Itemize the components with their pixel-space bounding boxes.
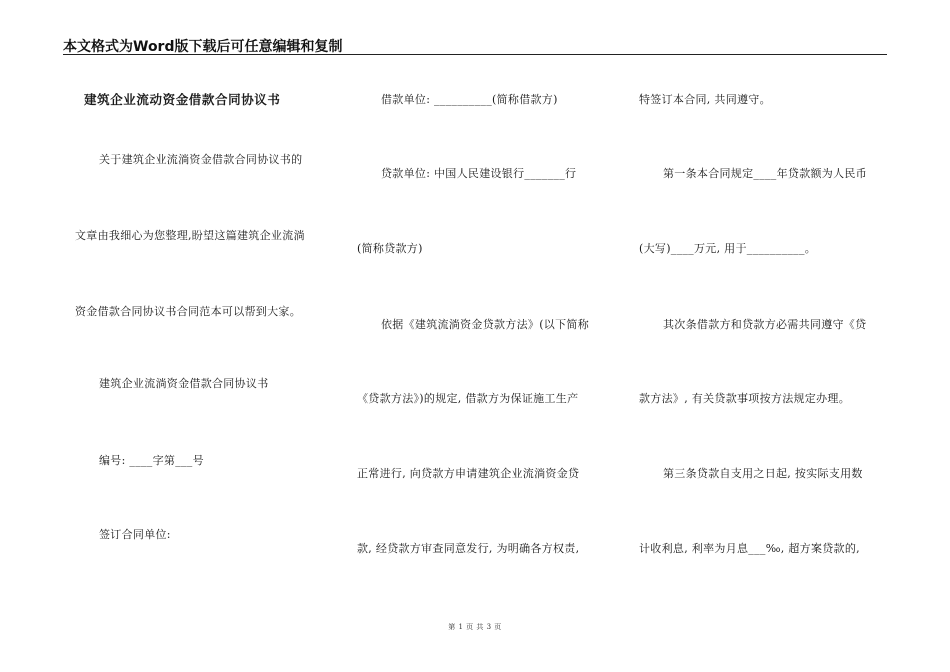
document-header-title: 本文格式为Word版下载后可任意编辑和复制: [63, 39, 343, 55]
text-line: 借款单位: __________(简称借款方): [381, 93, 558, 106]
text-column-2: [357, 0, 619, 672]
text-line: 关于建筑企业流淌资金借款合同协议书的: [99, 153, 303, 166]
text-line: 特签订本合同, 共同遵守。: [639, 93, 771, 106]
text-line: 编号: ____字第___号: [99, 454, 204, 467]
text-line: 第三条贷款自支用之日起, 按实际支用数: [663, 467, 863, 480]
text-line: 计收利息, 利率为月息___‰, 超方案贷款的,: [639, 542, 860, 555]
text-line: 文章由我细心为您整理,盼望这篇建筑企业流淌: [75, 229, 305, 242]
text-line: 正常进行, 向贷款方申请建筑企业流淌资金贷: [357, 467, 580, 480]
page-number-footer: 第 1 页 共 3 页: [448, 623, 502, 631]
text-line: 款, 经贷款方审查同意发行, 为明确各方权责,: [357, 542, 580, 555]
text-line: 其次条借款方和贷款方必需共同遵守《贷: [663, 318, 867, 331]
text-line: (简称贷款方): [357, 242, 423, 255]
text-line: 贷款单位: 中国人民建设银行_______行: [381, 167, 577, 180]
text-line: 建筑企业流淌资金借款合同协议书: [99, 377, 269, 390]
text-line: 签订合同单位:: [99, 528, 171, 541]
text-line: 依据《建筑流淌资金贷款方法》(以下简称: [381, 318, 589, 331]
text-line: (大写)____万元, 用于__________。: [639, 242, 817, 255]
text-column-1: [75, 0, 337, 672]
text-column-3: [639, 0, 901, 672]
text-line: 资金借款合同协议书合同范本可以帮到大家。: [75, 305, 301, 318]
document-title: 建筑企业流动资金借款合同协议书: [84, 92, 281, 107]
text-line: 款方法》, 有关贷款事项按方法规定办理。: [639, 392, 850, 405]
text-line: 第一条本合同规定____年贷款额为人民币: [663, 167, 867, 180]
text-line: 《贷款方法》)的规定, 借款方为保证施工生产: [357, 392, 579, 405]
